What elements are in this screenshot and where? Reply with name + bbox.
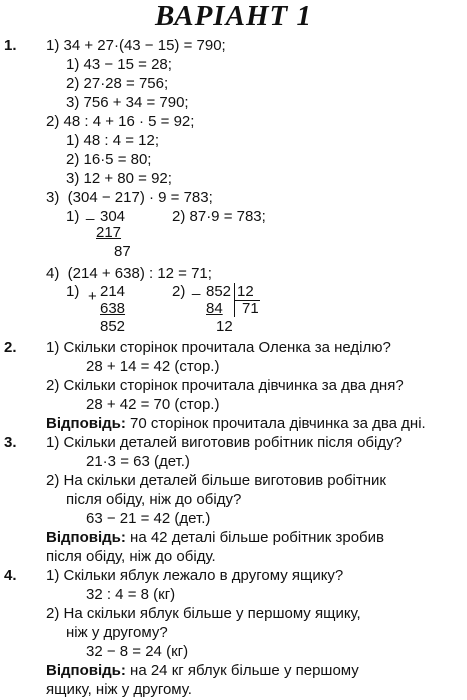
calc-line: 28 + 42 = 70 (стор.): [86, 396, 220, 413]
plus-sign: +: [88, 288, 97, 305]
step-line: 2) 27·28 = 756;: [66, 75, 169, 92]
step-label: 1): [66, 208, 80, 225]
question-line: ніж у другому?: [66, 624, 168, 641]
minus-sign: _: [192, 279, 201, 296]
question-line: 1) Скільки яблук лежало в другому ящику?: [46, 567, 344, 584]
minuend: 304: [100, 208, 126, 225]
step-label: 2): [172, 283, 186, 300]
task-number: 3.: [4, 434, 17, 451]
addend: 214: [100, 283, 126, 300]
answer-line: ящику, ніж у другому.: [46, 681, 192, 698]
answer-line: [46, 529, 384, 547]
expression-line: 2) 48 : 4 + 16 · 5 = 92;: [46, 113, 195, 130]
calc-line: 21·3 = 63 (дет.): [86, 453, 190, 470]
calc-line: 28 + 14 = 42 (стор.): [86, 358, 220, 375]
task-number: 1.: [4, 37, 17, 54]
step-label: 1): [66, 283, 80, 300]
calc-line: 32 : 4 = 8 (кг): [86, 586, 176, 603]
answer-text: на 24 кг яблук більше у першому: [125, 662, 359, 679]
partial-product: 84: [206, 300, 223, 317]
answer-label: Відповідь:: [46, 529, 126, 546]
sum: 852: [100, 318, 126, 335]
answer-text: на 42 деталі більше робітник зробив: [125, 529, 384, 546]
step-line: 2) 16·5 = 80;: [66, 151, 152, 168]
question-line: 1) Скільки сторінок прочитала Оленка за неділю?: [46, 339, 391, 356]
answer-line: після обіду, ніж до обіду.: [46, 548, 216, 565]
page-title: ВАРІАНТ 1: [155, 0, 312, 32]
question-line: 2) Скільки сторінок прочитала дівчинка за два дня?: [46, 377, 404, 394]
answer-text: 70 сторінок прочитала дівчинка за два дні.: [125, 415, 426, 432]
quotient: 71: [242, 300, 259, 317]
task-number: 2.: [4, 339, 17, 356]
step-line: 1) 43 − 15 = 28;: [66, 56, 172, 73]
question-line: після обіду, ніж до обіду?: [66, 491, 242, 508]
expression-line: 1) 34 + 27·(43 − 15) = 790;: [46, 37, 226, 54]
expression-line: 4) (214 + 638) : 12 = 71;: [46, 265, 212, 282]
difference: 87: [114, 243, 131, 260]
step-line: 2) 87·9 = 783;: [172, 208, 266, 225]
divisor: 12: [237, 283, 254, 300]
question-line: 2) На скільки деталей більше виготовив робітник: [46, 472, 386, 489]
subtrahend: 217: [96, 224, 122, 241]
step-line: 3) 12 + 80 = 92;: [66, 170, 172, 187]
answer-line: [46, 662, 359, 680]
step-line: 1) 48 : 4 = 12;: [66, 132, 159, 149]
remainder: 12: [216, 318, 233, 335]
expression-line: 3) (304 − 217) · 9 = 783;: [46, 189, 213, 206]
dividend: 852: [206, 283, 232, 300]
answer-label: Відповідь:: [46, 662, 126, 679]
addend: 638: [100, 300, 126, 317]
answer-line: [46, 415, 426, 433]
calc-line: 32 − 8 = 24 (кг): [86, 643, 189, 660]
task-number: 4.: [4, 567, 17, 584]
minus-sign: _: [86, 204, 95, 221]
step-line: 3) 756 + 34 = 790;: [66, 94, 189, 111]
question-line: 2) На скільки яблук більше у першому ящику,: [46, 605, 361, 622]
answer-label: Відповідь:: [46, 415, 126, 432]
calc-line: 63 − 21 = 42 (дет.): [86, 510, 211, 527]
question-line: 1) Скільки деталей виготовив робітник після обіду?: [46, 434, 402, 451]
